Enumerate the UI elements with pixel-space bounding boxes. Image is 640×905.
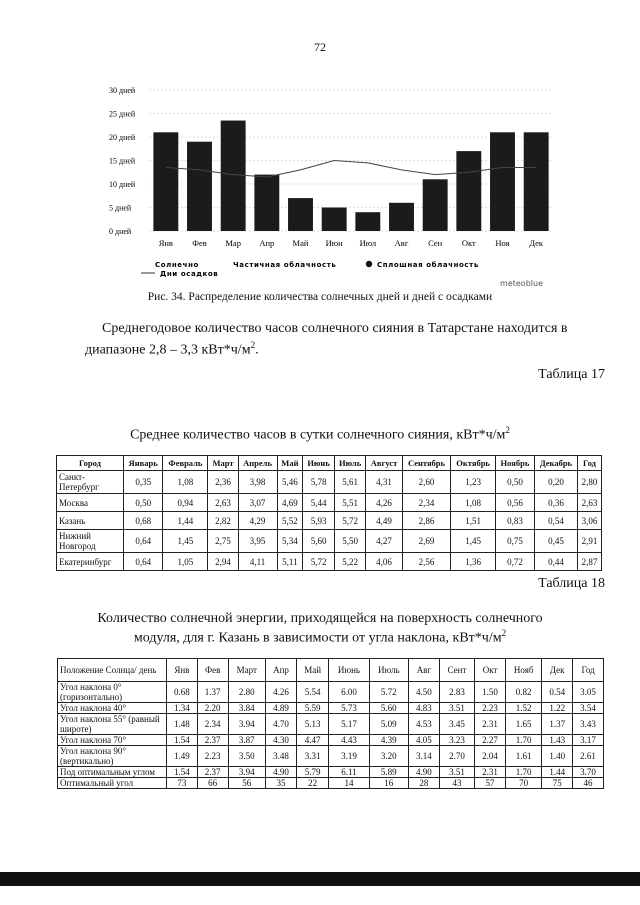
value-cell: 57	[475, 778, 506, 789]
value-cell: 70	[505, 778, 541, 789]
value-cell: 3.14	[409, 746, 440, 767]
value-cell: 3.51	[439, 767, 474, 778]
x-tick-label: Окт	[461, 238, 476, 248]
column-header: Февраль	[163, 456, 208, 471]
value-cell: 1.43	[542, 735, 573, 746]
table-17-title: Среднее количество часов в сутки солнечного сияния, $кВт*ч/м^2$	[130, 425, 510, 443]
value-cell: 5.13	[296, 714, 328, 735]
value-cell: 5,93	[303, 512, 335, 530]
value-cell: 1.40	[542, 746, 573, 767]
value-cell: 4,26	[366, 494, 402, 512]
table-17-label: Таблица 17	[538, 367, 605, 382]
value-cell: 3,95	[238, 530, 277, 553]
value-cell: 3,98	[238, 471, 277, 494]
table-row	[58, 714, 604, 735]
table-header-row	[57, 456, 602, 471]
column-header: Июль	[369, 659, 408, 682]
x-tick-label: Сен	[428, 238, 443, 248]
value-cell: 5,50	[334, 530, 365, 553]
column-header: Март	[228, 659, 266, 682]
value-cell: 3,07	[238, 494, 277, 512]
value-cell: 0,20	[534, 471, 577, 494]
y-tick-label: 5 дней	[109, 203, 132, 213]
meteoblue-watermark: meteoblue	[500, 279, 543, 288]
value-cell: 0,94	[163, 494, 208, 512]
value-cell: 43	[439, 778, 474, 789]
legend-sunny: Солнечно	[155, 261, 199, 269]
column-header: Город	[57, 456, 124, 471]
column-header: Июнь	[303, 456, 335, 471]
row-label-cell: Угол наклона 0° (горизонтально)	[58, 682, 167, 703]
row-label-cell: Под оптимальным углом	[58, 767, 167, 778]
value-cell: 5.59	[296, 703, 328, 714]
value-cell: 2,63	[577, 494, 601, 512]
column-header: Фев	[197, 659, 228, 682]
table-18-title-line-1: Количество солнечной энергии, приходящейся на поверхность солнечного	[97, 611, 543, 626]
value-cell: 1.70	[505, 735, 541, 746]
column-header: Апр	[266, 659, 297, 682]
value-cell: 5,34	[277, 530, 303, 553]
x-tick-label: Июл	[359, 238, 377, 248]
value-cell: 1.44	[542, 767, 573, 778]
row-label-cell: Угол наклона 40°	[58, 703, 167, 714]
column-header: Ноябрь	[495, 456, 534, 471]
legend-dot-icon	[366, 261, 372, 267]
value-cell: 2.23	[475, 703, 506, 714]
column-header: Июнь	[329, 659, 369, 682]
value-cell: 4.47	[296, 735, 328, 746]
sunny-bar	[389, 203, 414, 231]
row-label-cell: Угол наклона 55° (равный широте)	[58, 714, 167, 735]
table-row	[58, 746, 604, 767]
value-cell: 2,63	[208, 494, 238, 512]
value-cell: 3.43	[573, 714, 604, 735]
sunny-days-chart	[95, 78, 555, 290]
value-cell: 1,23	[451, 471, 496, 494]
column-header: Январь	[124, 456, 163, 471]
value-cell: 1.50	[475, 682, 506, 703]
column-header: Год	[573, 659, 604, 682]
value-cell: 2.70	[439, 746, 474, 767]
value-cell: 5.72	[369, 682, 408, 703]
value-cell: 3.17	[573, 735, 604, 746]
sunny-bar	[524, 132, 549, 231]
x-tick-label: Дек	[529, 238, 544, 248]
value-cell: 6.00	[329, 682, 369, 703]
value-cell: 4,31	[366, 471, 402, 494]
sunny-bar	[187, 142, 212, 231]
value-cell: 2,60	[402, 471, 451, 494]
column-header: Дек	[542, 659, 573, 682]
value-cell: 3.54	[573, 703, 604, 714]
value-cell: 1,36	[451, 553, 496, 571]
value-cell: 4.90	[409, 767, 440, 778]
value-cell: 2.27	[475, 735, 506, 746]
value-cell: 0,56	[495, 494, 534, 512]
x-tick-label: Мар	[225, 238, 241, 248]
value-cell: 5,61	[334, 471, 365, 494]
value-cell: 6.11	[329, 767, 369, 778]
value-cell: 2.37	[197, 767, 228, 778]
y-tick-label: 20 дней	[109, 133, 136, 142]
column-header: Март	[208, 456, 238, 471]
value-cell: 0,75	[495, 530, 534, 553]
table-18-title-line-2: модуля, для г. Казань в зависимости от угла наклона, $кВт*ч/м^2$	[133, 628, 507, 646]
value-cell: 1,08	[163, 471, 208, 494]
value-cell: 4.89	[266, 703, 297, 714]
column-header: Нояб	[505, 659, 541, 682]
table-row	[58, 778, 604, 789]
value-cell: 1.22	[542, 703, 573, 714]
value-cell: 3.23	[439, 735, 474, 746]
sunshine-hours-table	[56, 455, 602, 571]
legend-partly-cloudy: Частичная облачность	[233, 261, 337, 269]
value-cell: 5.79	[296, 767, 328, 778]
value-cell: 0,50	[495, 471, 534, 494]
value-cell: 5,44	[303, 494, 335, 512]
value-cell: 1,45	[163, 530, 208, 553]
value-cell: 0,54	[534, 512, 577, 530]
value-cell: 4.70	[266, 714, 297, 735]
sunny-bar	[423, 179, 448, 231]
sunny-bar	[456, 151, 481, 231]
value-cell: 1.54	[167, 735, 198, 746]
x-tick-label: Авг	[394, 238, 409, 248]
value-cell: 0,64	[124, 530, 163, 553]
value-cell: 3.50	[228, 746, 266, 767]
value-cell: 5,11	[277, 553, 303, 571]
x-tick-label: Май	[292, 238, 309, 248]
figure-caption: Рис. 34. Распределение количества солнечных дней и дней с осадками	[147, 291, 493, 303]
y-tick-label: 25 дней	[109, 109, 136, 119]
value-cell: 2.20	[197, 703, 228, 714]
row-label-cell: Екатеринбург	[57, 553, 124, 571]
value-cell: 5.09	[369, 714, 408, 735]
value-cell: 2,69	[402, 530, 451, 553]
value-cell: 5,22	[334, 553, 365, 571]
value-cell: 2.31	[475, 714, 506, 735]
y-tick-label: 10 дней	[109, 180, 136, 189]
value-cell: 5,60	[303, 530, 335, 553]
sunny-bar	[288, 198, 313, 231]
chart-legend	[141, 261, 479, 278]
value-cell: 4,27	[366, 530, 402, 553]
table-18-label: Таблица 18	[538, 576, 605, 591]
value-cell: 4.39	[369, 735, 408, 746]
value-cell: 3.87	[228, 735, 266, 746]
value-cell: 0,50	[124, 494, 163, 512]
value-cell: 1.70	[505, 767, 541, 778]
row-label-cell: Казань	[57, 512, 124, 530]
value-cell: 4.05	[409, 735, 440, 746]
row-label-cell: Оптимальный угол	[58, 778, 167, 789]
sunny-bar	[254, 175, 279, 231]
value-cell: 3.20	[369, 746, 408, 767]
value-cell: 3.05	[573, 682, 604, 703]
value-cell: 3.84	[228, 703, 266, 714]
legend-overcast: Сплошная облачность	[377, 261, 479, 269]
value-cell: 4,49	[366, 512, 402, 530]
value-cell: 2.23	[197, 746, 228, 767]
table-row	[57, 471, 602, 494]
table-header-row	[58, 659, 604, 682]
value-cell: 3.19	[329, 746, 369, 767]
value-cell: 1.54	[167, 767, 198, 778]
value-cell: 0,68	[124, 512, 163, 530]
value-cell: 2.61	[573, 746, 604, 767]
value-cell: 2,86	[402, 512, 451, 530]
value-cell: 0,64	[124, 553, 163, 571]
value-cell: 4,29	[238, 512, 277, 530]
x-tick-label: Ноя	[495, 238, 510, 248]
column-header: Положение Солнца/ день	[58, 659, 167, 682]
column-header: Год	[577, 456, 601, 471]
value-cell: 5,46	[277, 471, 303, 494]
value-cell: 3,06	[577, 512, 601, 530]
value-cell: 2,56	[402, 553, 451, 571]
row-label-cell: Угол наклона 70°	[58, 735, 167, 746]
value-cell: 2,91	[577, 530, 601, 553]
value-cell: 66	[197, 778, 228, 789]
value-cell: 4.50	[409, 682, 440, 703]
value-cell: 4,06	[366, 553, 402, 571]
column-header: Авг	[409, 659, 440, 682]
row-label-cell: Москва	[57, 494, 124, 512]
column-header: Май	[296, 659, 328, 682]
value-cell: 2.31	[475, 767, 506, 778]
column-header: Май	[277, 456, 303, 471]
x-tick-label: Фев	[192, 238, 207, 248]
value-cell: 1,51	[451, 512, 496, 530]
column-header: Октябрь	[451, 456, 496, 471]
y-tick-label: 30 дней	[109, 86, 136, 95]
value-cell: 75	[542, 778, 573, 789]
value-cell: 3.31	[296, 746, 328, 767]
table-row	[57, 494, 602, 512]
value-cell: 14	[329, 778, 369, 789]
legend-precipitation: Дни осадков	[160, 270, 219, 278]
table-row	[58, 735, 604, 746]
row-label-cell: Нижний Новгород	[57, 530, 124, 553]
value-cell: 3.48	[266, 746, 297, 767]
x-tick-label: Янв	[158, 238, 173, 248]
value-cell: 4.30	[266, 735, 297, 746]
value-cell: 4,69	[277, 494, 303, 512]
column-header: Сент	[439, 659, 474, 682]
value-cell: 4.83	[409, 703, 440, 714]
x-tick-label: Апр	[259, 238, 275, 248]
value-cell: 3.45	[439, 714, 474, 735]
value-cell: 1,08	[451, 494, 496, 512]
value-cell: 1,45	[451, 530, 496, 553]
y-tick-label: 15 дней	[109, 156, 136, 166]
value-cell: 22	[296, 778, 328, 789]
value-cell: 5,72	[303, 553, 335, 571]
value-cell: 0,44	[534, 553, 577, 571]
value-cell: 4.53	[409, 714, 440, 735]
column-header: Июль	[334, 456, 365, 471]
value-cell: 1.37	[542, 714, 573, 735]
column-header: Апрель	[238, 456, 277, 471]
value-cell: 5,51	[334, 494, 365, 512]
column-header: Окт	[475, 659, 506, 682]
value-cell: 16	[369, 778, 408, 789]
value-cell: 0,36	[534, 494, 577, 512]
value-cell: 0.54	[542, 682, 573, 703]
value-cell: 3.94	[228, 767, 266, 778]
sunny-bar	[322, 208, 347, 232]
table-row	[57, 553, 602, 571]
value-cell: 73	[167, 778, 198, 789]
value-cell: 1.52	[505, 703, 541, 714]
value-cell: 46	[573, 778, 604, 789]
sunny-bar	[355, 212, 380, 231]
value-cell: 35	[266, 778, 297, 789]
value-cell: 5.17	[329, 714, 369, 735]
table-row	[57, 512, 602, 530]
sunny-bar	[221, 121, 246, 231]
value-cell: 2,34	[402, 494, 451, 512]
value-cell: 1.61	[505, 746, 541, 767]
table-row	[57, 530, 602, 553]
value-cell: 0,35	[124, 471, 163, 494]
table-row	[58, 767, 604, 778]
value-cell: 0,83	[495, 512, 534, 530]
value-cell: 2.37	[197, 735, 228, 746]
value-cell: 1,05	[163, 553, 208, 571]
value-cell: 1.37	[197, 682, 228, 703]
value-cell: 3.94	[228, 714, 266, 735]
value-cell: 5.89	[369, 767, 408, 778]
sunny-bar	[490, 132, 515, 231]
paragraph-line-1: Среднегодовое количество часов солнечного сияния в Татарстане находится в	[102, 321, 568, 336]
value-cell: 1.65	[505, 714, 541, 735]
solar-energy-table	[57, 658, 604, 789]
value-cell: 4.26	[266, 682, 297, 703]
column-header: Янв	[167, 659, 198, 682]
value-cell: 1.49	[167, 746, 198, 767]
value-cell: 4,11	[238, 553, 277, 571]
value-cell: 5,52	[277, 512, 303, 530]
x-tick-label: Июн	[325, 238, 343, 248]
value-cell: 2,36	[208, 471, 238, 494]
value-cell: 4.90	[266, 767, 297, 778]
y-tick-label: 0 дней	[109, 227, 132, 236]
value-cell: 3.70	[573, 767, 604, 778]
y-axis-ticks	[109, 86, 136, 236]
value-cell: 2.04	[475, 746, 506, 767]
column-header: Декабрь	[534, 456, 577, 471]
value-cell: 56	[228, 778, 266, 789]
value-cell: 3.51	[439, 703, 474, 714]
value-cell: 2,75	[208, 530, 238, 553]
column-header: Август	[366, 456, 402, 471]
value-cell: 28	[409, 778, 440, 789]
value-cell: 2.34	[197, 714, 228, 735]
value-cell: 0.68	[167, 682, 198, 703]
sunny-bar	[153, 132, 178, 231]
value-cell: 0.82	[505, 682, 541, 703]
value-cell: 2,94	[208, 553, 238, 571]
value-cell: 2,87	[577, 553, 601, 571]
value-cell: 5,78	[303, 471, 335, 494]
value-cell: 1.34	[167, 703, 198, 714]
value-cell: 0,45	[534, 530, 577, 553]
column-header: Сентябрь	[402, 456, 451, 471]
page-number: 72	[314, 40, 326, 54]
value-cell: 5.73	[329, 703, 369, 714]
value-cell: 0,72	[495, 553, 534, 571]
scan-bottom-edge	[0, 872, 640, 886]
table-row	[58, 682, 604, 703]
value-cell: 2,80	[577, 471, 601, 494]
value-cell: 2.80	[228, 682, 266, 703]
value-cell: 4.43	[329, 735, 369, 746]
row-label-cell: Санкт-Петербург	[57, 471, 124, 494]
value-cell: 2,82	[208, 512, 238, 530]
value-cell: 1,44	[163, 512, 208, 530]
table-row	[58, 703, 604, 714]
value-cell: 2.83	[439, 682, 474, 703]
paragraph-line-2: диапазоне 2,8 – 3,3 $кВт*ч/м^2$.	[85, 340, 259, 358]
value-cell: 5.54	[296, 682, 328, 703]
row-label-cell: Угол наклона 90° (вертикально)	[58, 746, 167, 767]
x-axis-ticks	[159, 238, 544, 248]
value-cell: 5.60	[369, 703, 408, 714]
value-cell: 1.48	[167, 714, 198, 735]
value-cell: 5,72	[334, 512, 365, 530]
